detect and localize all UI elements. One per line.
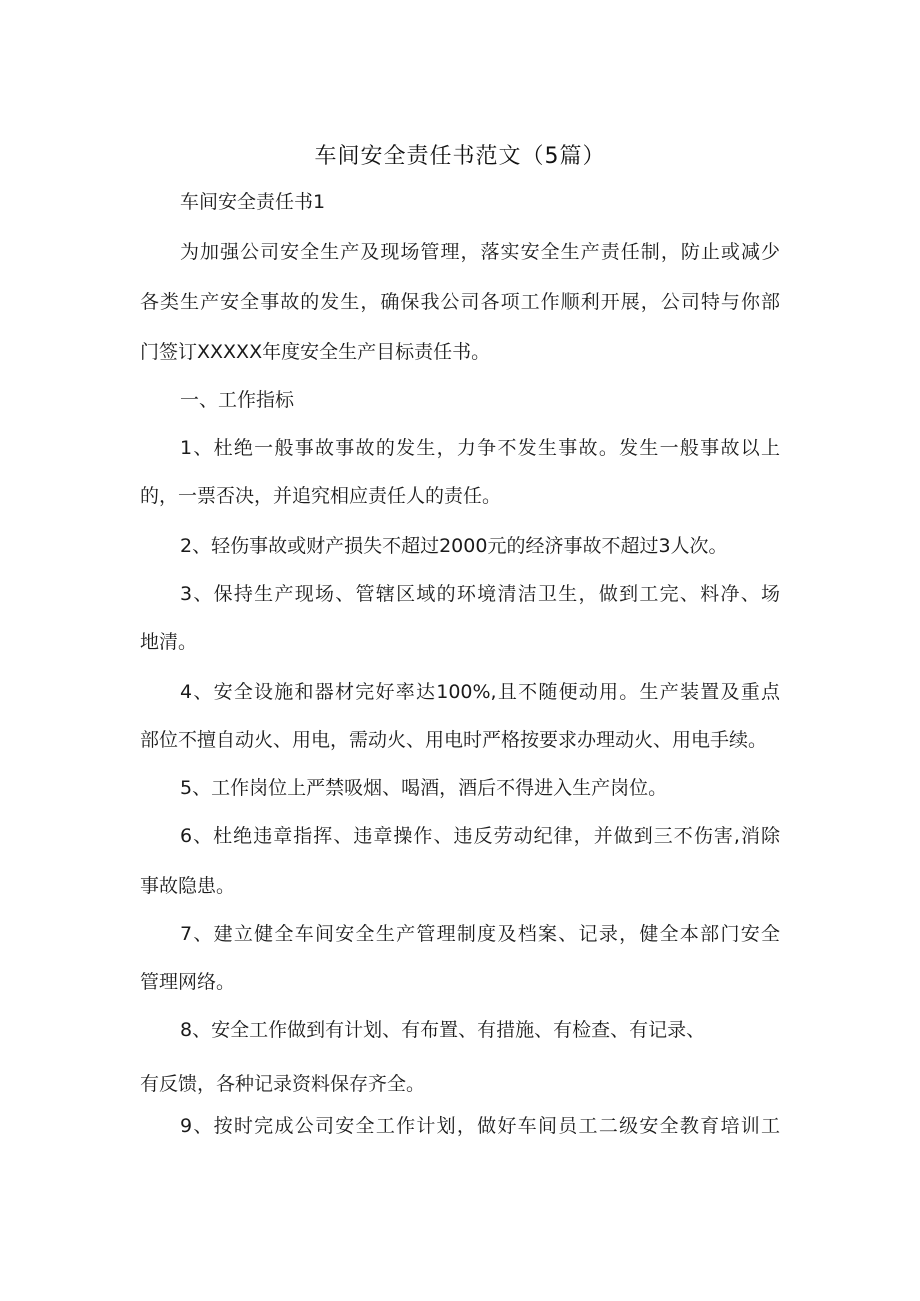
paragraph-line: 有反馈，各种记录资料保存齐全。 bbox=[140, 1073, 426, 1095]
paragraph-line: 8、安全工作做到有计划、有布置、有措施、有检查、有记录、 bbox=[180, 1019, 706, 1041]
paragraph-line: 2、轻伤事故或财产损失不超过2000元的经济事故不超过3人次。 bbox=[180, 535, 728, 557]
paragraph-line: 为加强公司安全生产及现场管理，落实安全生产责任制，防止或减少 bbox=[180, 241, 780, 263]
paragraph-line: 1、杜绝一般事故事故的发生，力争不发生事故。发生一般事故以上 bbox=[180, 437, 780, 459]
paragraph-line: 4、安全设施和器材完好率达100%,且不随便动用。生产装置及重点 bbox=[180, 681, 780, 703]
paragraph-line: 各类生产安全事故的发生，确保我公司各项工作顺利开展，公司特与你部 bbox=[140, 291, 780, 313]
section-heading: 车间安全责任书1 bbox=[180, 191, 326, 213]
paragraph-line: 9、按时完成公司安全工作计划，做好车间员工二级安全教育培训工 bbox=[180, 1115, 780, 1137]
paragraph-line: 部位不擅自动火、用电，需动火、用电时严格按要求办理动火、用电手续。 bbox=[140, 729, 768, 751]
section-heading: 一、工作指标 bbox=[180, 389, 295, 411]
document-title: 车间安全责任书范文（5篇） bbox=[314, 144, 606, 169]
paragraph-line: 事故隐患。 bbox=[140, 875, 236, 897]
paragraph-line: 地清。 bbox=[140, 631, 198, 653]
paragraph-line: 7、建立健全车间安全生产管理制度及档案、记录，健全本部门安全 bbox=[180, 923, 780, 945]
paragraph-line: 的，一票否决，并追究相应责任人的责任。 bbox=[140, 485, 502, 507]
paragraph-line: 3、保持生产现场、管辖区域的环境清洁卫生，做到工完、料净、场 bbox=[180, 583, 780, 605]
paragraph-line: 5、工作岗位上严禁吸烟、喝酒，酒后不得进入生产岗位。 bbox=[180, 777, 668, 799]
paragraph-line: 6、杜绝违章指挥、违章操作、违反劳动纪律，并做到三不伤害,消除 bbox=[180, 825, 780, 847]
paragraph-line: 管理网络。 bbox=[140, 971, 236, 993]
paragraph-line: 门签订XXXXX年度安全生产目标责任书。 bbox=[140, 341, 491, 363]
